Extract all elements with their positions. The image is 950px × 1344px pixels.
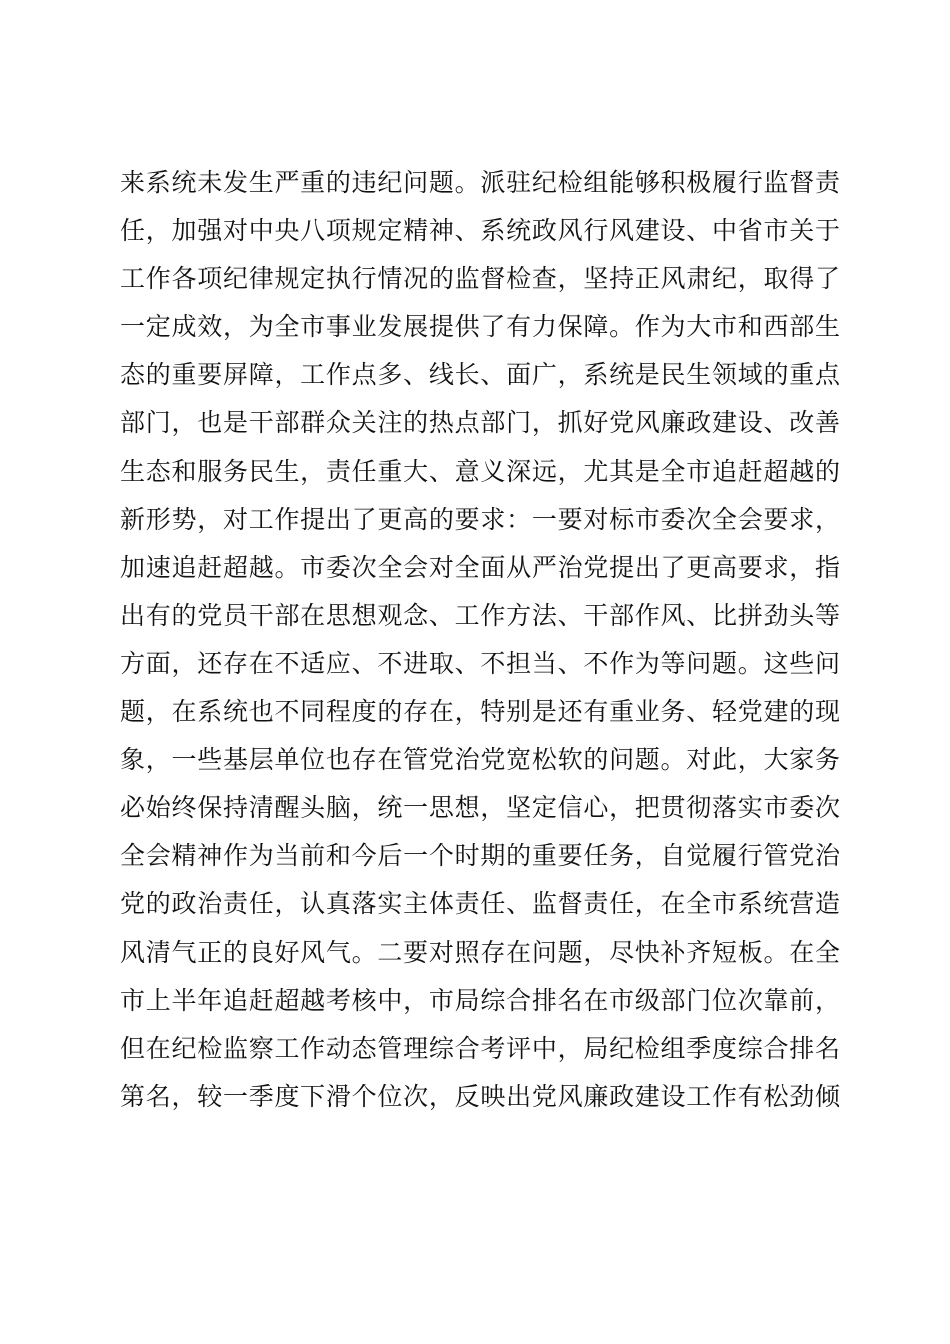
text-line-14: 必始终保持清醒头脑，统一思想，坚定信心，把贯彻落实市委次 — [120, 793, 840, 823]
text-line-15: 全会精神作为当前和今后一个时期的重要任务，自觉履行管党治 — [120, 841, 840, 871]
text-line-2: 任，加强对中央八项规定精神、系统政风行风建设、中省市关于 — [120, 216, 840, 246]
text-line-11: 方面，还存在不适应、不进取、不担当、不作为等问题。这些问 — [120, 648, 840, 678]
text-line-3: 工作各项纪律规定执行情况的监督检查，坚持正风肃纪，取得了 — [120, 264, 840, 294]
text-line-4: 一定成效，为全市事业发展提供了有力保障。作为大市和西部生 — [120, 312, 840, 342]
text-line-7: 生态和服务民生，责任重大、意义深远，尤其是全市追赶超越的 — [120, 456, 840, 486]
text-line-8: 新形势，对工作提出了更高的要求：一要对标市委次全会要求， — [120, 504, 840, 534]
text-line-18: 市上半年追赶超越考核中，市局综合排名在市级部门位次靠前， — [120, 985, 840, 1015]
text-line-13: 象，一些基层单位也存在管党治党宽松软的问题。对此，大家务 — [120, 745, 840, 775]
text-line-5: 态的重要屏障，工作点多、线长、面广，系统是民生领域的重点 — [120, 360, 840, 390]
text-line-17: 风清气正的良好风气。二要对照存在问题，尽快补齐短板。在全 — [120, 937, 840, 967]
text-line-19: 但在纪检监察工作动态管理综合考评中，局纪检组季度综合排名 — [120, 1033, 840, 1063]
text-line-16: 党的政治责任，认真落实主体责任、监督责任，在全市系统营造 — [120, 889, 840, 919]
text-line-9: 加速追赶超越。市委次全会对全面从严治党提出了更高要求，指 — [120, 552, 840, 582]
text-line-1: 来系统未发生严重的违纪问题。派驻纪检组能够积极履行监督责 — [120, 168, 840, 197]
text-line-20: 第名，较一季度下滑个位次，反映出党风廉政建设工作有松劲倾 — [120, 1081, 840, 1111]
text-line-6: 部门，也是干部群众关注的热点部门，抓好党风廉政建设、改善 — [120, 408, 840, 438]
text-line-12: 题，在系统也不同程度的存在，特别是还有重业务、轻党建的现 — [120, 697, 840, 727]
text-line-10: 出有的党员干部在思想观念、工作方法、干部作风、比拼劲头等 — [120, 600, 840, 630]
body-paragraph — [120, 159, 840, 1121]
